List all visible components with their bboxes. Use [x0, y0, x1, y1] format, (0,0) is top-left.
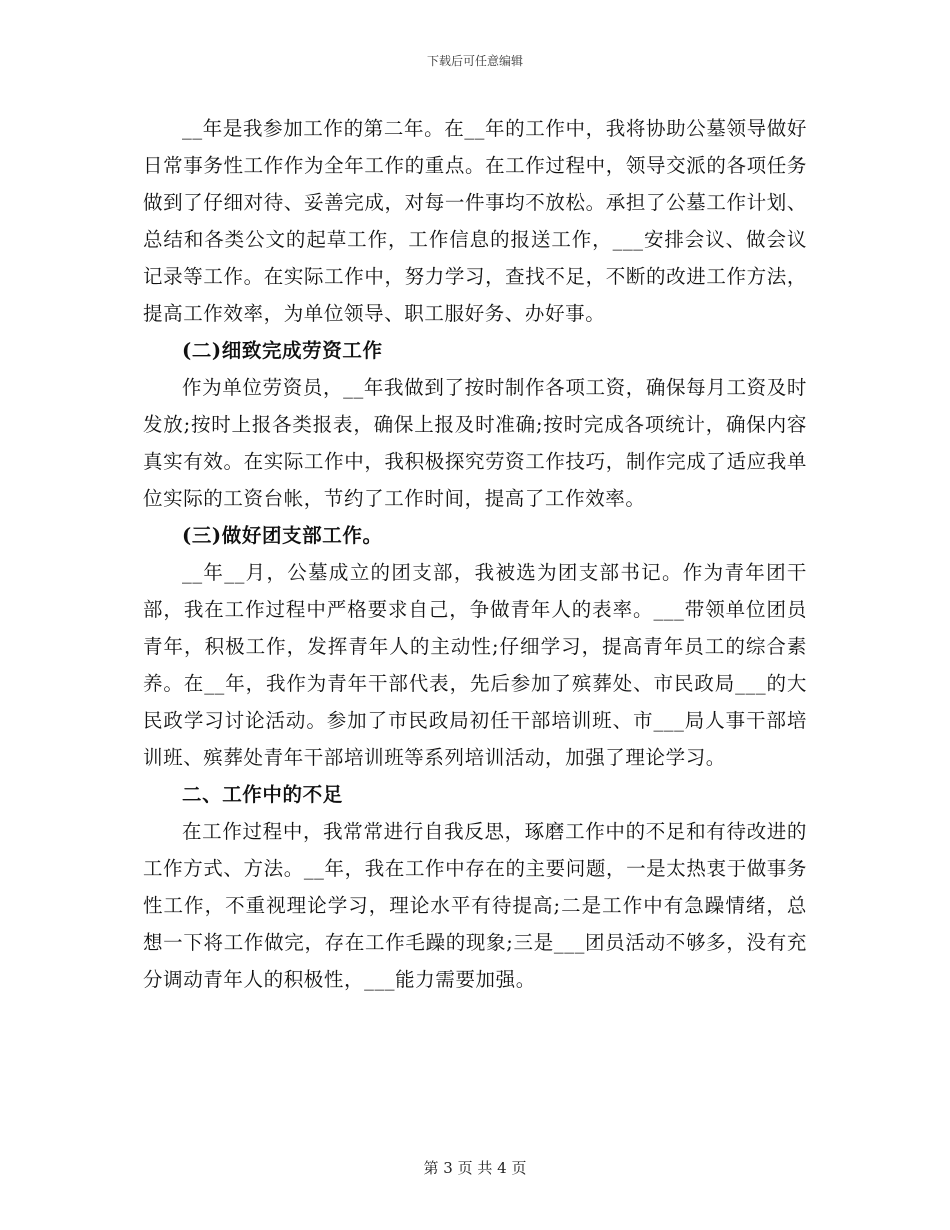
- section-heading-shortcomings: 二、工作中的不足: [182, 783, 343, 806]
- document-body: [143, 110, 807, 998]
- page-number: 第 3 页 共 4 页: [423, 1159, 527, 1177]
- page-header: 下载后可任意编辑: [426, 54, 523, 68]
- section-heading-payroll: (二)细致完成劳资工作: [182, 339, 383, 362]
- paragraph-payroll: 作为单位劳资员，__年我做到了按时制作各项工资，确保每月工资及时发放;按时上报各类报表，确保上报及时准确;按时完成各项统计，确保内容真实有效。在实际工作中，我积极探究劳资工作技巧，制作完成了适应我单位实际的工资台帐，节约了工作时间，提高了工作效率。: [143, 376, 807, 510]
- paragraph-youth-league: __年__月，公墓成立的团支部，我被选为团支部书记。作为青年团干部，我在工作过程中严格要求自己，争做青年人的表率。___带领单位团员青年，积极工作，发挥青年人的主动性;仔细学习，提高青年员工的综合素养。在__年，我作为青年干部代表，先后参加了殡葬处、市民政局___的大民政学习讨论活动。参加了市民政局初任干部培训班、市___局人事干部培训班、殡葬处青年干部培训班等系列培训活动，加强了理论学习。: [143, 561, 807, 769]
- paragraph-daily-work: __年是我参加工作的第二年。在__年的工作中，我将协助公墓领导做好日常事务性工作作为全年工作的重点。在工作过程中，领导交派的各项任务做到了仔细对待、妥善完成，对每一件事均不放松。承担了公墓工作计划、总结和各类公文的起草工作，工作信息的报送工作，___安排会议、做会议记录等工作。在实际工作中，努力学习，查找不足，不断的改进工作方法，提高工作效率，为单位领导、职工服好务、办好事。: [143, 117, 807, 325]
- paragraph-shortcomings: 在工作过程中，我常常进行自我反思，琢磨工作中的不足和有待改进的工作方式、方法。__年，我在工作中存在的主要问题，一是太热衷于做事务性工作，不重视理论学习，理论水平有待提高;二是工作中有急躁情绪，总想一下将工作做完，存在工作毛躁的现象;三是___团员活动不够多，没有充分调动青年人的积极性，___能力需要加强。: [143, 820, 807, 991]
- section-heading-youth-league: (三)做好团支部工作。: [182, 524, 383, 547]
